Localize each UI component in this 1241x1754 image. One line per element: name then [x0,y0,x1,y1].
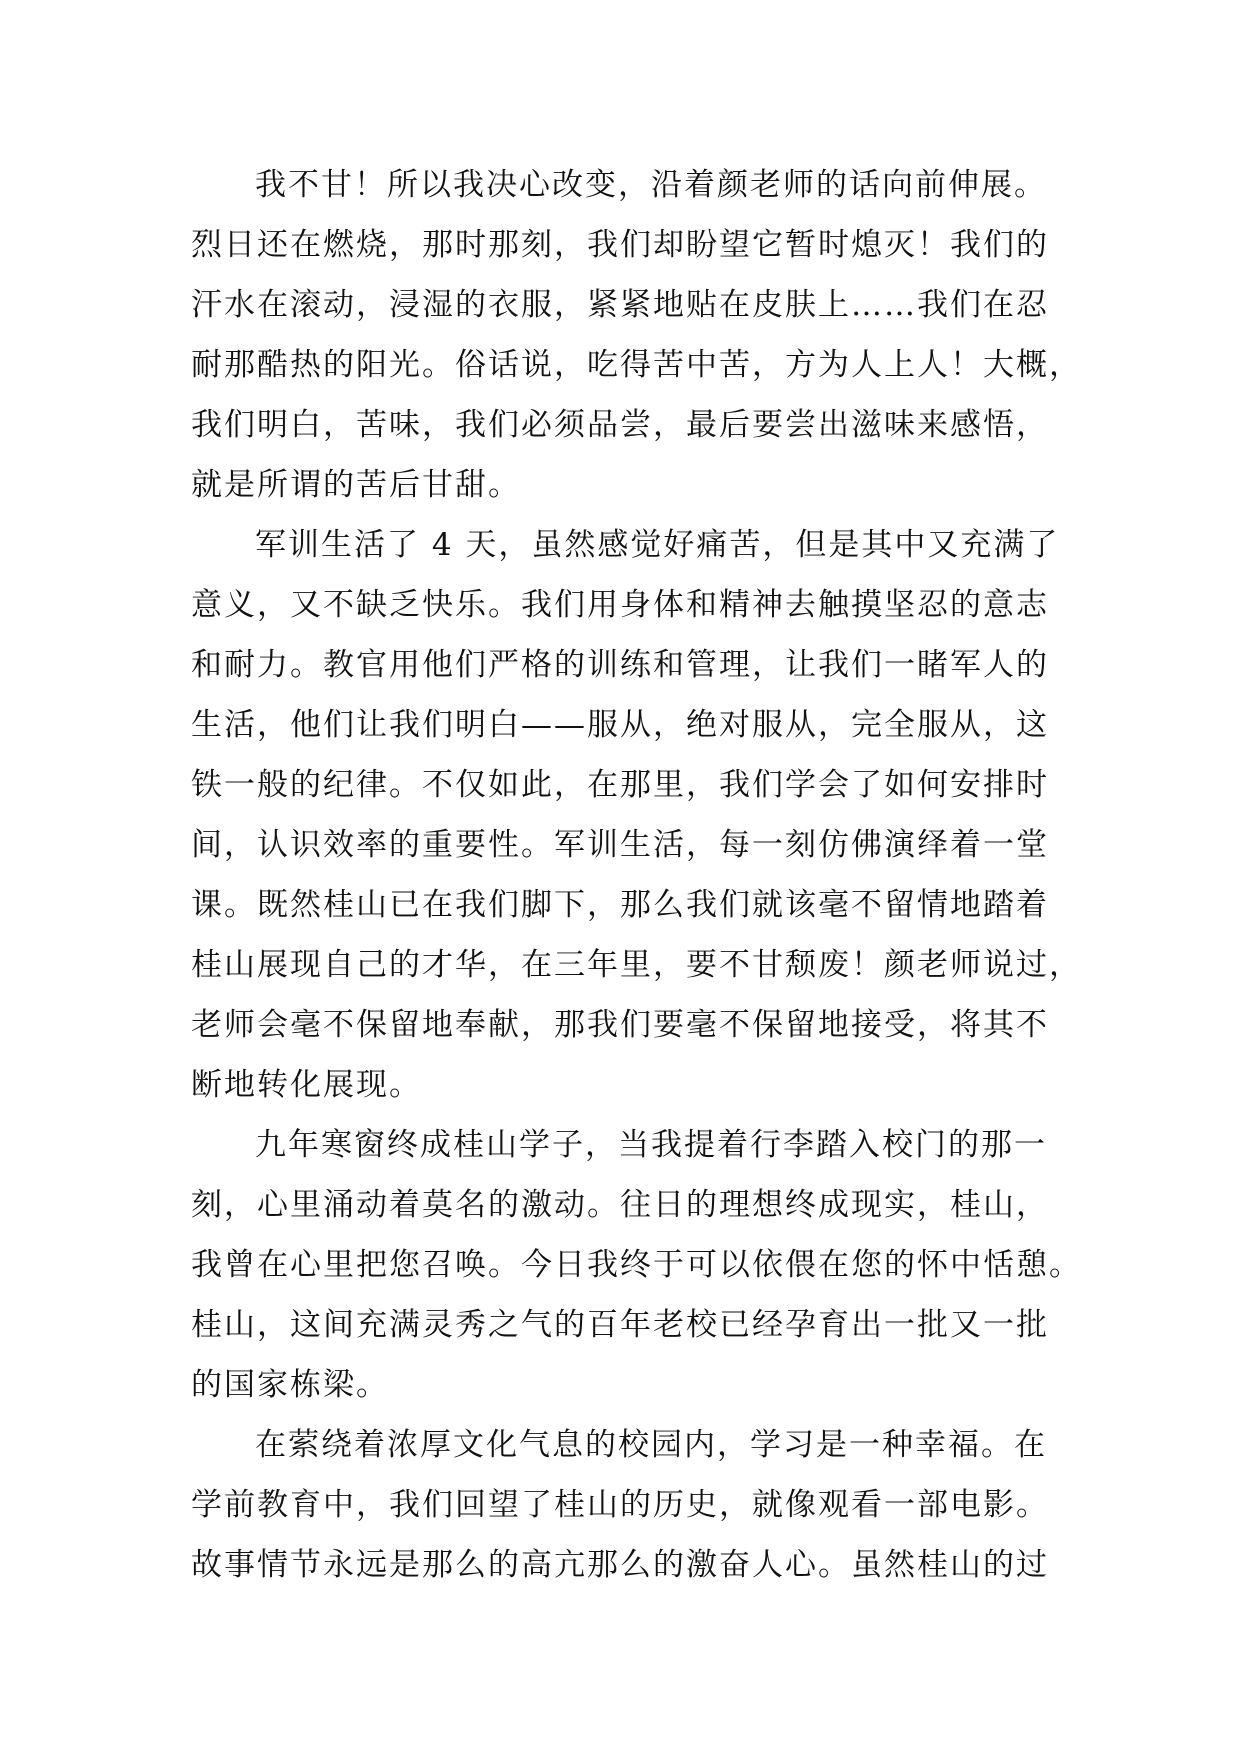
paragraph-line: 故事情节永远是那么的高亢那么的激奋人心。虽然桂山的过 [191,1547,1049,1583]
paragraph-line: 在萦绕着浓厚文化气息的校园内，学习是一种幸福。在 [255,1427,1047,1463]
paragraph-line: 我们明白，苦味，我们必须品尝，最后要尝出滋味来感悟， [191,407,1049,443]
paragraph-line: 和耐力。教官用他们严格的训练和管理，让我们一睹军人的 [191,647,1049,683]
paragraph-line: 意义，又不缺乏快乐。我们用身体和精神去触摸坚忍的意志 [191,587,1049,623]
paragraph-line: 就是所谓的苦后甘甜。 [191,467,521,503]
paragraph-line: 刻，心里涌动着莫名的激动。往日的理想终成现实，桂山， [191,1187,1049,1223]
paragraph-line: 九年寒窗终成桂山学子，当我提着行李踏入校门的那一 [255,1127,1047,1163]
paragraph-line: 课。既然桂山已在我们脚下，那么我们就该毫不留情地踏着 [191,887,1049,923]
paragraph-line: 军训生活了 4 天，虽然感觉好痛苦，但是其中又充满了 [255,527,1060,563]
paragraph-line: 铁一般的纪律。不仅如此，在那里，我们学会了如何安排时 [191,767,1049,803]
paragraph-line: 间，认识效率的重要性。军训生活，每一刻仿佛演绎着一堂 [191,827,1049,863]
paragraph-line: 汗水在滚动，浸湿的衣服，紧紧地贴在皮肤上……我们在忍 [191,287,1049,323]
paragraph-line: 烈日还在燃烧，那时那刻，我们却盼望它暂时熄灭！我们的 [191,227,1049,263]
paragraph-line: 学前教育中，我们回望了桂山的历史，就像观看一部电影。 [191,1487,1049,1523]
paragraph-line: 我曾在心里把您召唤。今日我终于可以依偎在您的怀中恬憩。 [191,1247,1082,1283]
body-text [191,155,1082,1595]
paragraph-line: 桂山展现自己的才华，在三年里，要不甘颓废！颜老师说过， [191,947,1082,983]
paragraph-line: 生活，他们让我们明白——服从，绝对服从，完全服从，这 [191,707,1049,743]
paragraph-line: 断地转化展现。 [191,1067,422,1103]
paragraph-line: 老师会毫不保留地奉献，那我们要毫不保留地接受，将其不 [191,1007,1049,1043]
paragraph-line: 耐那酷热的阳光。俗话说，吃得苦中苦，方为人上人！大概， [191,347,1082,383]
paragraph-line: 的国家栋梁。 [191,1367,389,1403]
paragraph-line: 桂山，这间充满灵秀之气的百年老校已经孕育出一批又一批 [191,1307,1049,1343]
paragraph-line: 我不甘！所以我决心改变，沿着颜老师的话向前伸展。 [255,167,1047,203]
